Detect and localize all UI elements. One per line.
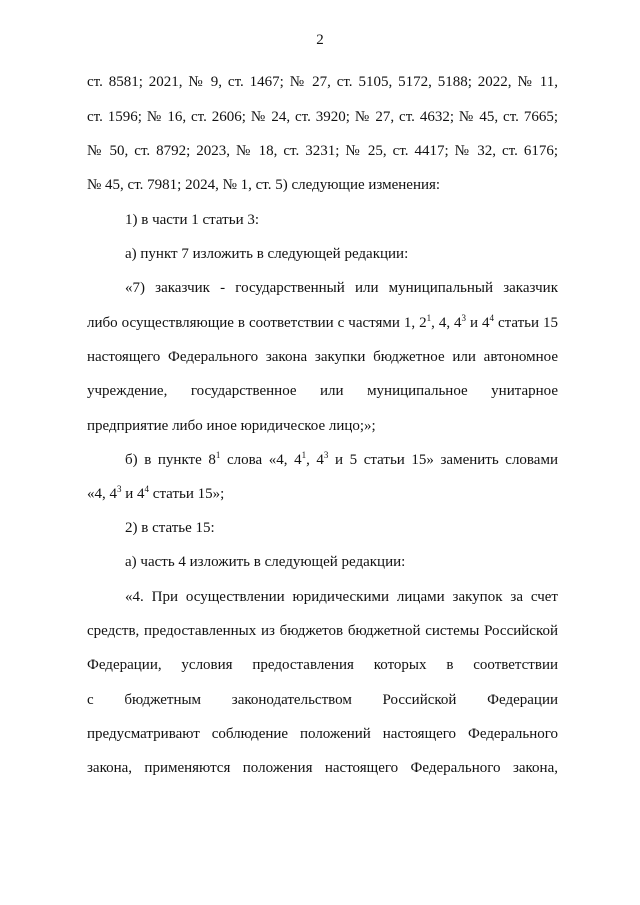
- text-line: ст. 8581; 2021, № 9, ст. 1467; № 27, ст. 5105, 5172, 5188; 2022, № 11,: [87, 74, 558, 90]
- quoted-text-line: средств, предоставленных из бюджетов бюджетной системы Российской: [87, 623, 558, 639]
- quoted-text-line: либо осуществляющие в соответствии с частями 1, $2^1$, 4, $4^3$ и $4^4$ статьи 15: [87, 313, 559, 331]
- quoted-text-line: «4. При осуществлении юридическими лицами закупок за счет: [125, 589, 558, 605]
- list-item-heading: 2) в статье 15:: [125, 520, 215, 536]
- quoted-text-line: «7) заказчик - государственный или муниципальный заказчик: [125, 280, 558, 296]
- text-line: б) в пункте $8^1$ слова «4, $4^1$, $4^3$ и 5 статьи 15» заменить словами: [125, 450, 558, 468]
- text-line: «4, $4^3$ и $4^4$ статьи 15»;: [87, 484, 225, 502]
- list-item-heading: а) часть 4 изложить в следующей редакции:: [125, 554, 406, 570]
- quoted-text-line: Федерации, условия предоставления которых в соответствии: [87, 657, 558, 673]
- quoted-text-line: предусматривают соблюдение положений настоящего Федерального: [87, 726, 558, 742]
- text-line: № 45, ст. 7981; 2024, № 1, ст. 5) следующие изменения:: [87, 177, 441, 193]
- quoted-text-line: учреждение, государственное или муниципальное унитарное: [87, 383, 558, 399]
- quoted-text-line: закона, применяются положения настоящего Федерального закона,: [87, 760, 558, 776]
- list-item-heading: а) пункт 7 изложить в следующей редакции:: [125, 246, 409, 262]
- quoted-text-line: предприятие либо иное юридическое лицо;»;: [87, 418, 376, 434]
- quoted-text-line: с бюджетным законодательством Российской Федерации: [87, 692, 558, 708]
- page-number: 2: [316, 32, 324, 48]
- text-line: ст. 1596; № 16, ст. 2606; № 24, ст. 3920; № 27, ст. 4632; № 45, ст. 7665;: [87, 109, 558, 125]
- quoted-text-line: настоящего Федерального закона закупки бюджетное или автономное: [87, 349, 558, 365]
- text-line: № 50, ст. 8792; 2023, № 18, ст. 3231; № 25, ст. 4417; № 32, ст. 6176;: [87, 143, 558, 159]
- list-item-heading: 1) в части 1 статьи 3:: [125, 212, 260, 228]
